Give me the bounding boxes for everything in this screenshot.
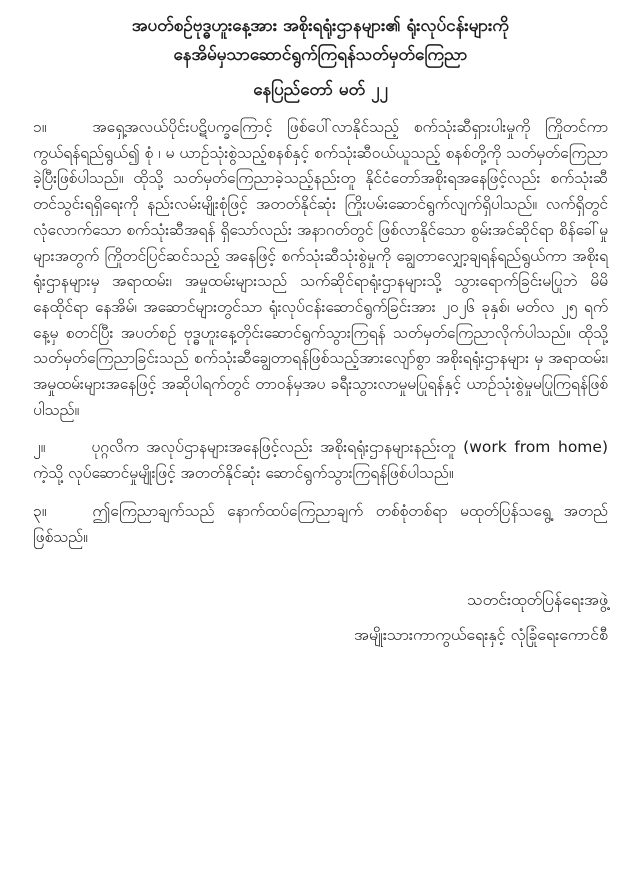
paragraph-indent-gap [46, 131, 92, 132]
paragraph-1-number: ၁။ [33, 118, 47, 136]
paragraph-2-text: ပုဂ္ဂလိက အလုပ်ဌာနများအနေဖြင့်လည်း အစိုးရရုံးဌာနများနည်းတူ (work from home) ကဲ့သို့ လုပ်ဆောင်မှုမျိုးဖြင့် အတတ်နိုင်ဆုံး ဆောင်ရွက်သွားကြရန်ဖြစ်ပါသည်။ [33, 438, 608, 483]
dateline: နေပြည်တော် မတ် ၂၂ [253, 80, 388, 100]
signature-line-1: သတင်းထုတ်ပြန်ရေးအဖွဲ့ [467, 590, 608, 610]
document-title [33, 12, 608, 70]
paragraph-indent-gap [45, 451, 91, 452]
paragraph-3-number: ၃။ [33, 501, 47, 520]
title-line-1: အပတ်စဉ်ဗုဒ္ဓဟူးနေ့အား အစိုးရရုံးဌာနများ၏ ရုံးလုပ်ငန်းများကို [131, 16, 510, 36]
paragraph-2-number: ၂။ [33, 438, 46, 457]
paragraph-1 [33, 115, 608, 423]
signature-block [33, 582, 608, 652]
signature-line-2: အမျိုးသားကာကွယ်ရေးနှင့် လုံခြုံရေးကောင်စီ [354, 625, 608, 645]
paragraph-1-text: အရှေ့အလယ်ပိုင်းပဋိပက္ခကြောင့် ဖြစ်ပေါ်လာနိုင်သည့် စက်သုံးဆီရှားပါးမှုကို ကြိုတင်ကာကွယ်ရန်ရည်ရွယ်၍ စုံ ၊ မ ယာဉ်သုံးစွဲသည့်စနစ်နှင့် စက်သုံးဆီဝယ်ယူသည့် စနစ်တို့ကို သတ်မှတ်ကြေညာခဲ့ပြီးဖြစ်ပါသည်။ ထိုသို့ သတ်မှတ်ကြေညာခဲ့သည့်နည်းတူ နိုင်ငံတော်အစိုးရအနေဖြင့်လည်း စက်သုံးဆီ တင်သွင်းရရှိရေးကို နည်းလမ်းမျိုးစုံဖြင့် အတတ်နိုင်ဆုံး ကြိုးပမ်းဆောင်ရွက်လျက်ရှိပါသည်။ လက်ရှိတွင် လုံလောက်သော စက်သုံးဆီအရန် ရှိသော်လည်း အနာဂတ်တွင် ဖြစ်လာနိုင်သော စွမ်းအင်ဆိုင်ရာ စိန်ခေါ်မှုများအတွက် ကြိုတင်ပြင်ဆင်သည့် အနေဖြင့် စက်သုံးဆီသုံးစွဲမှုကို ချွေတာလျှော့ချရန်ရည်ရွယ်ကာ အစိုးရရုံးဌာနများမှ အရာထမ်း၊ အမှုထမ်းများသည် သက်ဆိုင်ရာရုံးဌာနများသို့ သွားရောက်ခြင်းမပြုဘဲ မိမိနေထိုင်ရာ နေအိမ်၊ အဆောင်များတွင်သာ ရုံးလုပ်ငန်းဆောင်ရွက်ခြင်းအား ၂၀၂၆ ခုနှစ်၊ မတ်လ ၂၅ ရက်နေ့မှ စတင်ပြီး အပတ်စဉ် ဗုဒ္ဓဟူးနေ့တိုင်းဆောင်ရွက်သွားကြရန် သတ်မှတ်ကြေညာလိုက်ပါသည်။ ထိုသို့ သတ်မှတ်ကြေညာခြင်းသည် စက်သုံးဆီချွေတာရန်ဖြစ်သည့်အားလျော်စွာ အစိုးရရုံးဌာနများ မှ အရာထမ်း၊ အမှုထမ်းများအနေဖြင့် အဆိုပါရက်တွင် တာဝန်မှအပ ခရီးသွားလာမှုမပြုရန်နှင့် ယာဉ်သုံးစွဲမှုမပြုကြရန်ဖြစ်ပါသည်။ [33, 118, 608, 419]
paragraph-indent-gap [46, 515, 92, 516]
paragraph-3 [33, 499, 608, 550]
paragraph-2 [33, 435, 608, 486]
title-line-2: နေအိမ်မှသာဆောင်ရွက်ကြရန်သတ်မှတ်ကြေညာ [173, 45, 468, 65]
paragraph-3-text: ဤကြေညာချက်သည် နောက်ထပ်ကြေညာချက် တစ်စုံတစ်ရာ မထုတ်ပြန်သရွေ့ အတည်ဖြစ်သည်။ [33, 501, 608, 546]
